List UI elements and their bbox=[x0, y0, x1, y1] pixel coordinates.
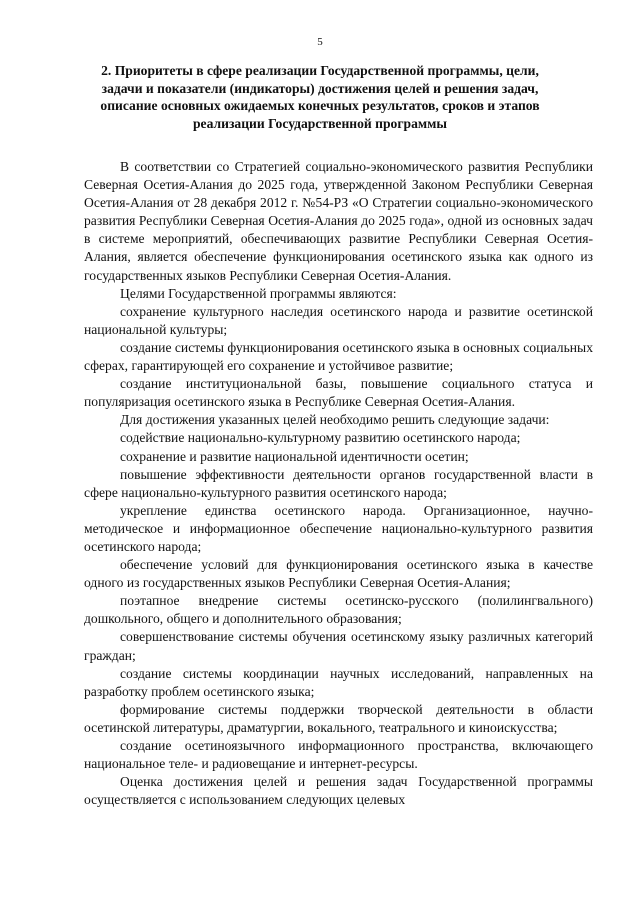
paragraph: укрепление единства осетинского народа. Организационное, научно-методическое и информационное обеспечение национально-культурного развития осетинского народа; bbox=[84, 502, 593, 554]
paragraph: формирование системы поддержки творческой деятельности в области осетинской литературы, драматургии, вокального, театрального и киноискусства; bbox=[84, 701, 593, 735]
paragraph: создание осетиноязычного информационного пространства, включающего национальное теле- и радиовещание и интернет-ресурсы. bbox=[84, 738, 593, 772]
paragraph: Целями Государственной программы являются: bbox=[120, 285, 397, 301]
paragraph: повышение эффективности деятельности органов государственной власти в сфере национально-культурного развития осетинского народа; bbox=[84, 466, 593, 500]
paragraph: сохранение и развитие национальной идентичности осетин; bbox=[120, 448, 469, 464]
paragraph: сохранение культурного наследия осетинского народа и развитие осетинской национальной культуры; bbox=[84, 303, 593, 337]
paragraph: поэтапное внедрение системы осетинско-русского (полилингвального) дошкольного, общего и дополнительного образования; bbox=[84, 593, 593, 627]
paragraph: Для достижения указанных целей необходимо решить следующие задачи: bbox=[120, 412, 550, 428]
page-number: 5 bbox=[317, 36, 323, 48]
section-heading: 2. Приоритеты в сфере реализации Государственной программы, цели, задачи и показатели (индикаторы) достижения целей и решения задач, описание основных ожидаемых конечных результатов, сроков и этапов реализации Государственной программы bbox=[100, 63, 540, 131]
paragraph: создание институциональной базы, повышение социального статуса и популяризация осетинского языка в Республике Северная Осетия-Алания. bbox=[84, 376, 593, 410]
paragraph: создание системы координации научных исследований, направленных на разработку проблем осетинского языка; bbox=[84, 665, 593, 699]
paragraph: совершенствование системы обучения осетинскому языку различных категорий граждан; bbox=[84, 629, 593, 663]
paragraph: В соответствии со Стратегией социально-экономического развития Республики Северная Осетия-Алания до 2025 года, утвержденной Законом Республики Северная Осетия-Алания от 28 декабря 2012 г. №54-РЗ «О Стратегии социально-экономического развития Республики Северная Осетия-Алания до 2025 года», одной из основных задач в системе мероприятий, обеспечивающих развитие Республики Северная Осетия-Алания, является обеспечение функционирования осетинского языка как одного из государственных языков Республики Северная Осетия-Алания. bbox=[84, 159, 593, 283]
paragraph: обеспечение условий для функционирования осетинского языка в качестве одного из государственных языков Республики Северная Осетия-Алания; bbox=[84, 557, 593, 591]
paragraph: содействие национально-культурному развитию осетинского народа; bbox=[120, 430, 521, 446]
body-text bbox=[84, 158, 593, 809]
paragraph: создание системы функционирования осетинского языка в основных социальных сферах, гарантирующей его сохранение и устойчивое развитие; bbox=[84, 339, 593, 374]
paragraph: Оценка достижения целей и решения задач Государственной программы осуществляется с использованием следующих целевых bbox=[84, 774, 593, 808]
